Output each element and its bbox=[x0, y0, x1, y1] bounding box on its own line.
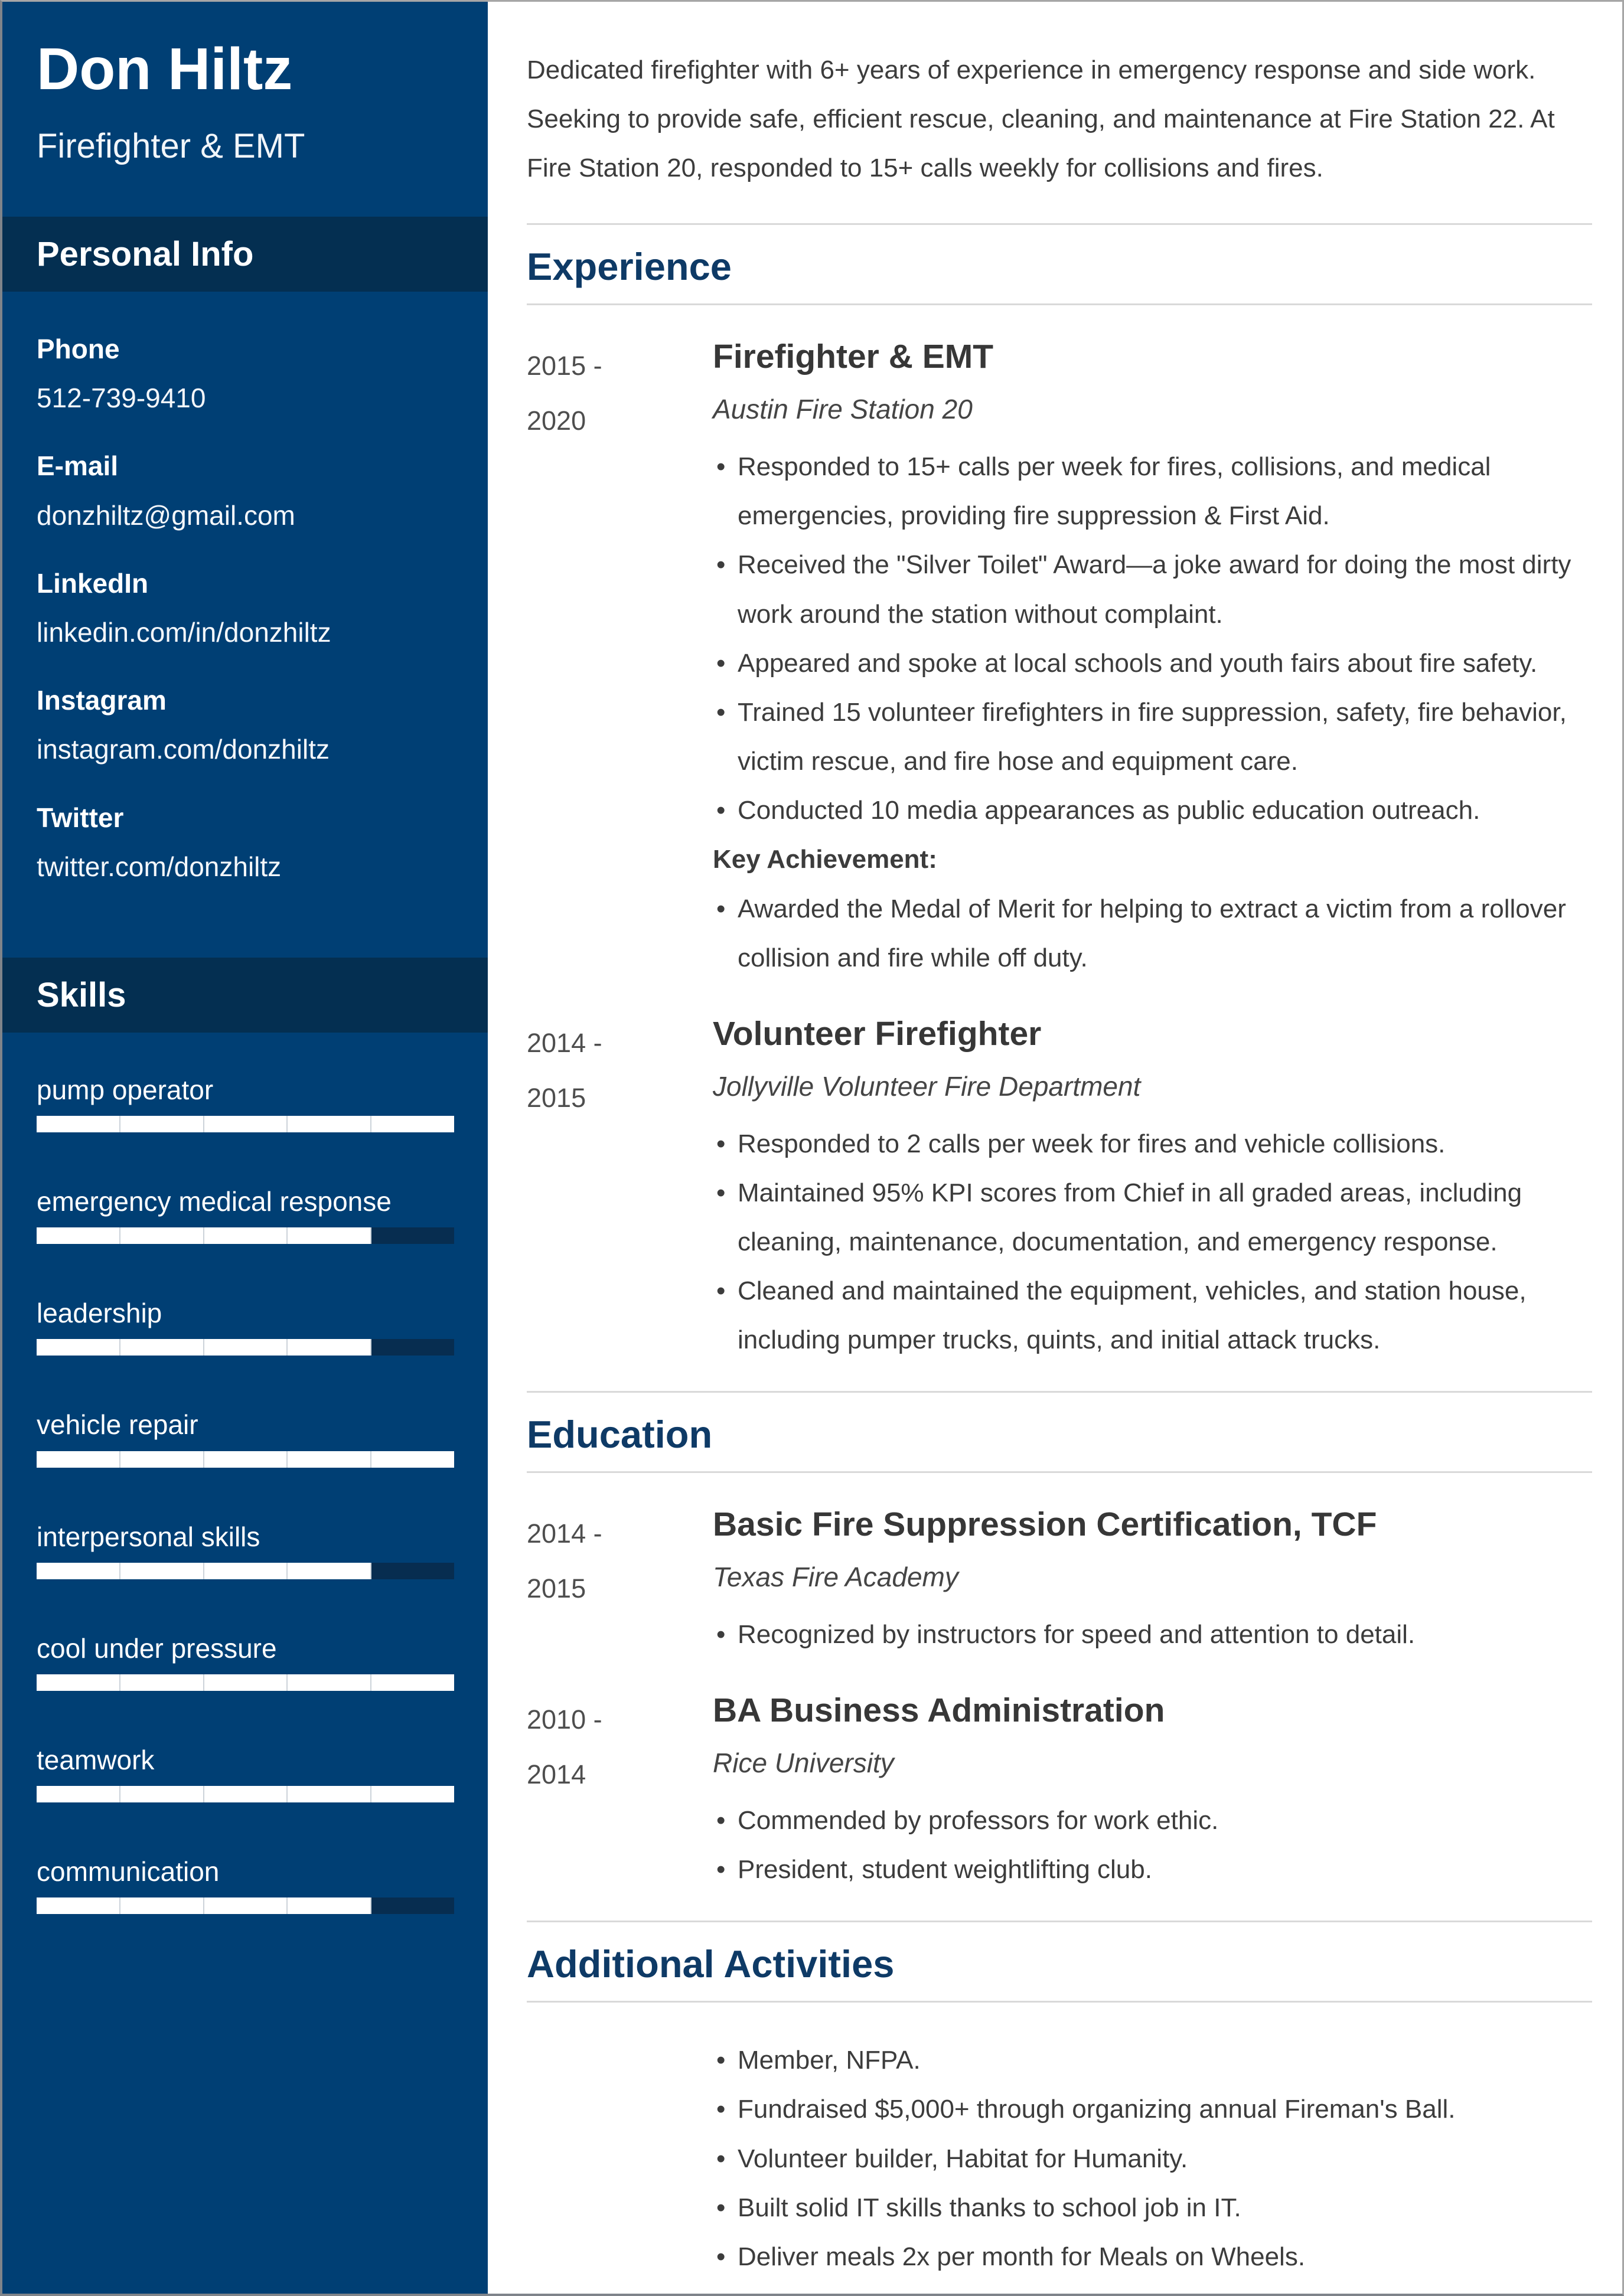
job-bullet: • Maintained 95% KPI scores from Chief in all graded areas, including cleaning, maintenance, documentation, and emergency response. bbox=[713, 1168, 1592, 1266]
skill-bar-segment bbox=[371, 1116, 454, 1132]
skill-bar-segment bbox=[288, 1786, 371, 1802]
skill-bar-segment bbox=[204, 1451, 288, 1468]
education-bullet-list bbox=[713, 1796, 1592, 1894]
skill-bar-segment bbox=[204, 1897, 288, 1914]
experience-entry bbox=[527, 338, 1592, 982]
experience-entry bbox=[527, 1015, 1592, 1365]
school-name: Texas Fire Academy bbox=[713, 1561, 958, 1592]
date-to: 2015 bbox=[527, 1573, 586, 1604]
school-name: Rice University bbox=[713, 1747, 894, 1778]
contact-label: Instagram bbox=[37, 685, 167, 716]
job-company: Austin Fire Station 20 bbox=[713, 393, 973, 424]
personal-info-list bbox=[2, 292, 488, 925]
person-name: Don Hiltz bbox=[37, 36, 293, 102]
contact-value-instagram: instagram.com/donzhiltz bbox=[37, 734, 330, 765]
contact-label: E-mail bbox=[37, 450, 119, 482]
entry-dates-empty bbox=[527, 2036, 713, 2281]
job-bullet-list bbox=[713, 1119, 1592, 1365]
skills-list bbox=[2, 1033, 488, 1974]
date-to: 2014 bbox=[527, 1759, 586, 1790]
skill-bar-segment bbox=[120, 1786, 204, 1802]
section-education bbox=[527, 1391, 1592, 1894]
skill-level-bar bbox=[37, 1786, 454, 1802]
contact-value-phone: 512-739-9410 bbox=[37, 383, 206, 414]
skill-bar-segment bbox=[120, 1563, 204, 1579]
activity-bullet: • Deliver meals 2x per month for Meals on Wheels. bbox=[713, 2232, 1592, 2281]
skill-bar-segment bbox=[288, 1897, 371, 1914]
skill-label: vehicle repair bbox=[37, 1409, 198, 1441]
divider bbox=[527, 303, 1592, 305]
education-entry bbox=[527, 1506, 1592, 1659]
skill-bar-segment bbox=[288, 1227, 371, 1244]
job-bullet: • Received the "Silver Toilet" Award—a joke award for doing the most dirty work around the station without complaint. bbox=[713, 540, 1592, 638]
skill-item bbox=[37, 1409, 461, 1467]
degree-title: Basic Fire Suppression Certification, TCF bbox=[713, 1505, 1377, 1544]
education-bullet-list bbox=[713, 1610, 1592, 1659]
skill-level-bar bbox=[37, 1451, 454, 1468]
contact-value-linkedin: linkedin.com/in/donzhiltz bbox=[37, 616, 331, 648]
skill-bar-segment bbox=[288, 1116, 371, 1132]
skill-bar-segment bbox=[288, 1451, 371, 1468]
skill-label: emergency medical response bbox=[37, 1186, 392, 1217]
entry-dates bbox=[527, 1506, 713, 1659]
date-from: 2014 - bbox=[527, 1518, 602, 1549]
skill-bar-segment bbox=[371, 1674, 454, 1691]
skill-bar-segment bbox=[37, 1897, 120, 1914]
skill-bar-segment bbox=[204, 1674, 288, 1691]
date-to: 2015 bbox=[527, 1082, 586, 1113]
skill-item bbox=[37, 1744, 461, 1802]
skill-level-bar bbox=[37, 1339, 454, 1356]
key-achievement-label: Key Achievement: bbox=[713, 845, 937, 874]
education-entry bbox=[527, 1692, 1592, 1894]
entry-dates bbox=[527, 1015, 713, 1365]
activity-bullet: • Fundraised $5,000+ through organizing annual Fireman's Ball. bbox=[713, 2085, 1592, 2134]
skill-bar-segment bbox=[204, 1227, 288, 1244]
entry-body bbox=[713, 1692, 1592, 1894]
skill-bar-segment bbox=[204, 1116, 288, 1132]
personal-info-heading: Personal Info bbox=[2, 217, 488, 292]
skill-bar-segment bbox=[37, 1563, 120, 1579]
skill-bar-segment bbox=[371, 1786, 454, 1802]
education-bullet: • Commended by professors for work ethic. bbox=[713, 1796, 1592, 1845]
job-bullet: • Conducted 10 media appearances as public education outreach. bbox=[713, 786, 1592, 835]
skill-label: interpersonal skills bbox=[37, 1521, 260, 1552]
contact-value-email: donzhiltz@gmail.com bbox=[37, 499, 295, 531]
contact-item-instagram bbox=[37, 684, 461, 766]
contact-label: LinkedIn bbox=[37, 567, 149, 599]
contact-item-twitter bbox=[37, 802, 461, 883]
skill-level-bar bbox=[37, 1563, 454, 1579]
additional-activities-entry bbox=[527, 2036, 1592, 2281]
skill-label: teamwork bbox=[37, 1745, 155, 1775]
contact-item-email bbox=[37, 450, 461, 531]
main-content bbox=[488, 2, 1622, 2294]
entry-body bbox=[713, 1506, 1592, 1659]
job-bullet: • Responded to 2 calls per week for fires and vehicle collisions. bbox=[713, 1119, 1592, 1168]
skill-bar-segment bbox=[37, 1451, 120, 1468]
skill-bar-segment bbox=[120, 1116, 204, 1132]
job-bullet: • Awarded the Medal of Merit for helping to extract a victim from a rollover collision and fire while off duty. bbox=[713, 884, 1592, 982]
education-bullet: • President, student weightlifting club. bbox=[713, 1845, 1592, 1894]
job-bullet: • Cleaned and maintained the equipment, vehicles, and station house, including pumper trucks, quints, and initial attack trucks. bbox=[713, 1266, 1592, 1364]
skill-bar-segment bbox=[120, 1227, 204, 1244]
section-experience bbox=[527, 223, 1592, 1364]
entry-dates bbox=[527, 1692, 713, 1894]
skill-item bbox=[37, 1185, 461, 1244]
job-bullet: • Trained 15 volunteer firefighters in fire suppression, safety, fire behavior, victim rescue, and fire hose and equipment care. bbox=[713, 688, 1592, 786]
skill-bar-segment bbox=[120, 1339, 204, 1356]
divider bbox=[527, 1471, 1592, 1473]
activity-bullet: • Built solid IT skills thanks to school job in IT. bbox=[713, 2183, 1592, 2232]
section-heading-additional-activities: Additional Activities bbox=[527, 1942, 895, 1986]
contact-item-linkedin bbox=[37, 567, 461, 649]
skill-bar-segment bbox=[371, 1339, 454, 1356]
skill-bar-segment bbox=[37, 1786, 120, 1802]
entry-dates bbox=[527, 338, 713, 982]
skill-bar-segment bbox=[37, 1116, 120, 1132]
contact-value-twitter: twitter.com/donzhiltz bbox=[37, 851, 282, 882]
activity-bullet: • Member, NFPA. bbox=[713, 2036, 1592, 2085]
skill-bar-segment bbox=[37, 1339, 120, 1356]
skill-bar-segment bbox=[204, 1563, 288, 1579]
sidebar bbox=[2, 2, 488, 2294]
professional-summary: Dedicated firefighter with 6+ years of experience in emergency response and side work. Seeking to provide safe, efficient rescue, cleaning, and maintenance at Fire Station 22. At Fire Station 20, responded to 15+ calls weekly for collisions and fires. bbox=[527, 55, 1555, 183]
skill-item bbox=[37, 1521, 461, 1579]
skill-level-bar bbox=[37, 1227, 454, 1244]
skill-bar-segment bbox=[120, 1451, 204, 1468]
degree-title: BA Business Administration bbox=[713, 1691, 1165, 1730]
skill-label: leadership bbox=[37, 1298, 162, 1329]
sidebar-header bbox=[2, 2, 488, 166]
skill-bar-segment bbox=[37, 1227, 120, 1244]
skill-bar-segment bbox=[37, 1674, 120, 1691]
skill-bar-segment bbox=[371, 1897, 454, 1914]
skill-bar-segment bbox=[120, 1897, 204, 1914]
divider bbox=[527, 2001, 1592, 2003]
skill-item bbox=[37, 1632, 461, 1691]
skill-level-bar bbox=[37, 1116, 454, 1132]
job-bullet-list bbox=[713, 442, 1592, 835]
job-bullet: • Appeared and spoke at local schools and youth fairs about fire safety. bbox=[713, 639, 1592, 688]
section-heading-experience: Experience bbox=[527, 245, 732, 289]
job-title: Volunteer Firefighter bbox=[713, 1014, 1042, 1053]
contact-item-phone bbox=[37, 333, 461, 414]
person-job-title: Firefighter & EMT bbox=[37, 127, 305, 165]
skill-bar-segment bbox=[371, 1451, 454, 1468]
skill-item bbox=[37, 1074, 461, 1132]
key-achievement-list bbox=[713, 884, 1592, 982]
skill-bar-segment bbox=[120, 1674, 204, 1691]
skill-label: communication bbox=[37, 1856, 220, 1887]
divider bbox=[527, 1921, 1592, 1922]
skill-bar-segment bbox=[288, 1563, 371, 1579]
activity-bullet: • Volunteer builder, Habitat for Humanity. bbox=[713, 2134, 1592, 2183]
skills-heading: Skills bbox=[2, 958, 488, 1033]
date-to: 2020 bbox=[527, 406, 586, 436]
divider bbox=[527, 1391, 1592, 1393]
contact-label: Twitter bbox=[37, 802, 124, 833]
skill-level-bar bbox=[37, 1674, 454, 1691]
date-from: 2010 - bbox=[527, 1704, 602, 1735]
education-bullet: • Recognized by instructors for speed and attention to detail. bbox=[713, 1610, 1592, 1659]
divider bbox=[527, 223, 1592, 225]
skill-bar-segment bbox=[371, 1563, 454, 1579]
skill-item bbox=[37, 1856, 461, 1914]
activities-bullet-list bbox=[713, 2036, 1592, 2281]
skill-bar-segment bbox=[204, 1786, 288, 1802]
contact-label: Phone bbox=[37, 334, 120, 364]
skill-bar-segment bbox=[288, 1339, 371, 1356]
skill-item bbox=[37, 1297, 461, 1356]
job-title: Firefighter & EMT bbox=[713, 338, 994, 376]
skill-bar-segment bbox=[288, 1674, 371, 1691]
skill-bar-segment bbox=[204, 1339, 288, 1356]
entry-body bbox=[713, 2036, 1592, 2281]
section-additional-activities bbox=[527, 1921, 1592, 2281]
entry-body bbox=[713, 338, 1592, 982]
skill-bar-segment bbox=[371, 1227, 454, 1244]
skill-level-bar bbox=[37, 1897, 454, 1914]
entry-body bbox=[713, 1015, 1592, 1365]
skill-label: pump operator bbox=[37, 1074, 214, 1105]
date-from: 2015 - bbox=[527, 351, 602, 381]
section-heading-education: Education bbox=[527, 1413, 713, 1456]
job-bullet: • Responded to 15+ calls per week for fires, collisions, and medical emergencies, providing fire suppression & First Aid. bbox=[713, 442, 1592, 540]
date-from: 2014 - bbox=[527, 1027, 602, 1058]
job-company: Jollyville Volunteer Fire Department bbox=[713, 1070, 1141, 1102]
skill-label: cool under pressure bbox=[37, 1632, 277, 1664]
